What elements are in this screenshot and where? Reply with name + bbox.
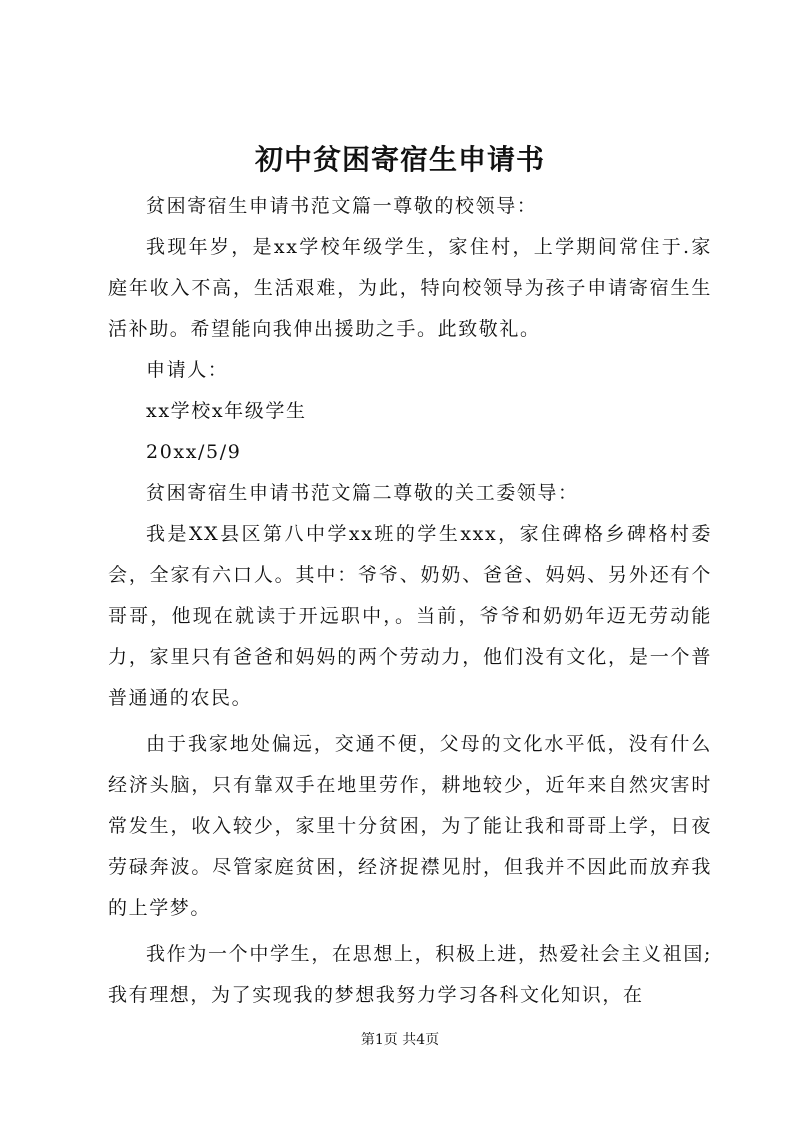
paragraph: 20xx/5/9	[146, 441, 242, 463]
paragraph: 我是XX县区第八中学xx班的学生xxx，家住碑格乡碑格村委会，全家有六口人。其中：爷爷、奶奶、爸爸、妈妈、另外还有个哥哥，他现在就读于开远职中，。当前，爷爷和奶奶年迈无劳动能力，家里只有爸爸和妈妈的两个劳动力，他们没有文化，是一个普普通通的农民。	[108, 523, 712, 709]
paragraph: xx学校x年级学生	[146, 400, 307, 422]
page-footer: 第1页 共4页	[360, 1032, 440, 1048]
paragraph: 贫困寄宿生申请书范文篇二尊敬的关工委领导：	[146, 482, 579, 504]
paragraph: 我作为一个中学生，在思想上，积极上进，热爱社会主义祖国;我有理想，为了实现我的梦想我努力学习各科文化知识，在	[108, 943, 712, 1006]
paragraph: 我现年岁，是xx学校年级学生，家住村，上学期间常住于.家庭年收入不高，生活艰难，为此，特向校领导为孩子申请寄宿生生活补助。希望能向我伸出援助之手。此致敬礼。	[108, 236, 712, 340]
paragraph: 贫困寄宿生申请书范文篇一尊敬的校领导：	[146, 195, 538, 217]
paragraph: 申请人：	[146, 359, 229, 381]
paragraph: 由于我家地处偏远，交通不便，父母的文化水平低，没有什么经济头脑，只有靠双手在地里劳作，耕地较少，近年来自然灾害时常发生，收入较少，家里十分贫困，为了能让我和哥哥上学，日夜劳碌奔波。尽管家庭贫困，经济捉襟见肘，但我并不因此而放弃我的上学梦。	[108, 733, 712, 919]
document-body	[108, 186, 712, 1016]
document-title: 初中贫困寄宿生申请书	[254, 143, 545, 176]
